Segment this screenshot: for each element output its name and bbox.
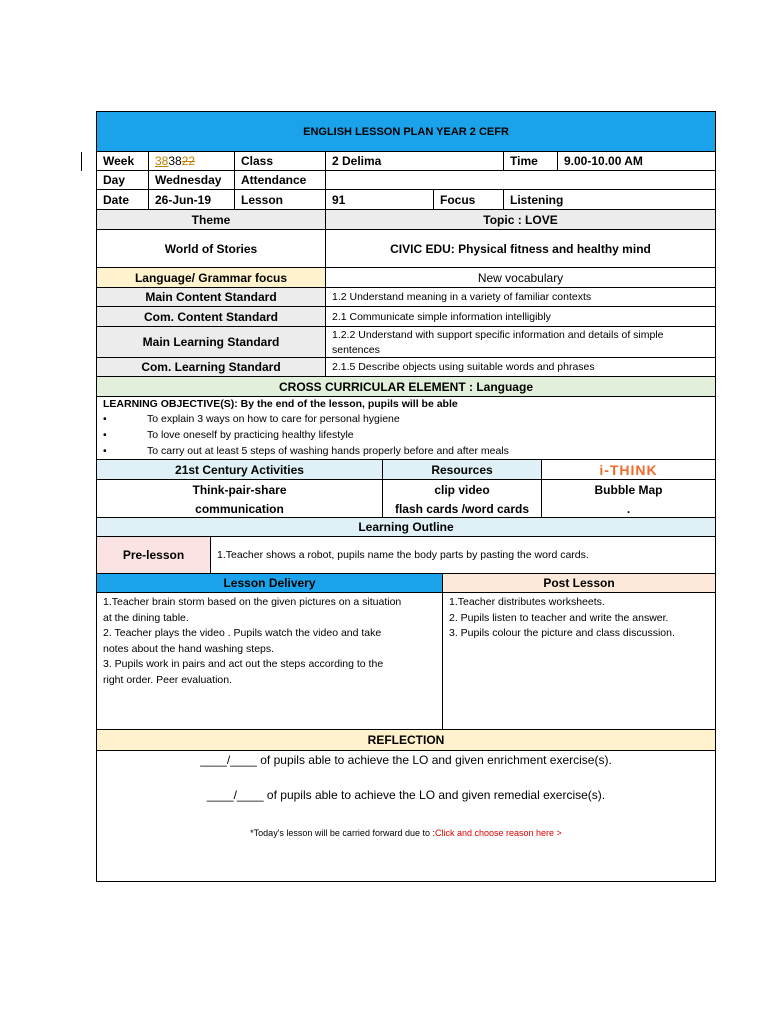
pre-lesson-text[interactable]: 1.Teacher shows a robot, pupils name the body parts by pasting the word cards. [211, 537, 715, 574]
delivery-line: notes about the hand washing steps. [103, 642, 275, 655]
delivery-content-row [97, 593, 715, 730]
c21-label: 21st Century Activities [97, 460, 383, 480]
focus-label: Focus [434, 190, 504, 210]
com-content-label: Com. Content Standard [97, 307, 326, 327]
day-label: Day [97, 171, 149, 190]
date-value[interactable]: 26-Jun-19 [149, 190, 235, 210]
post-lesson-text[interactable] [443, 593, 715, 730]
activities-header-row [97, 460, 715, 480]
delivery-text[interactable] [97, 593, 443, 730]
topic-value[interactable]: CIVIC EDU: Physical fitness and healthy mind [326, 230, 715, 268]
carry-forward-note [97, 828, 715, 838]
day-row [97, 171, 715, 190]
week-label: Week [97, 152, 149, 171]
attendance-value[interactable] [326, 171, 715, 190]
cross-curricular-row [97, 377, 715, 397]
objective-text: To love oneself by practicing healthy lifestyle [147, 429, 354, 441]
resource-item[interactable]: clip video [383, 480, 542, 500]
delivery-line: 2. Teacher plays the video . Pupils watch the video and take [103, 627, 382, 639]
com-content-row [97, 307, 715, 327]
main-content-row [97, 288, 715, 307]
vocab-label: New vocabulary [326, 268, 715, 288]
carry-forward-prefix: *Today's lesson will be carried forward due to : [250, 828, 435, 838]
ithink-item[interactable]: Bubble Map [594, 483, 663, 497]
lesson-plan-table [96, 111, 716, 882]
com-learning-label: Com. Learning Standard [97, 358, 326, 377]
pre-lesson-label: Pre-lesson [97, 537, 211, 574]
week-value[interactable] [149, 152, 235, 171]
learning-outline-label: Learning Outline [97, 518, 715, 537]
grammar-label: Language/ Grammar focus [97, 268, 326, 288]
bullet: • [103, 429, 107, 441]
bullet: • [103, 445, 107, 457]
class-label: Class [235, 152, 326, 171]
topic-label: Topic : LOVE [326, 210, 715, 230]
title-row [97, 112, 715, 152]
objective-text: To carry out at least 5 steps of washing hands properly before and after meals [147, 445, 509, 457]
ithink-logo [542, 460, 715, 480]
theme-value[interactable]: World of Stories [97, 230, 326, 268]
delivery-label: Lesson Delivery [97, 574, 443, 593]
reflection-enrichment-line[interactable]: ____/____ of pupils able to achieve the LO and given enrichment exercise(s). [200, 753, 612, 767]
attendance-label: Attendance [235, 171, 326, 190]
lesson-label: Lesson [235, 190, 326, 210]
delivery-line: right order. Peer evaluation. [103, 673, 232, 686]
pre-lesson-row [97, 537, 715, 574]
text-cursor [81, 152, 82, 171]
objective-text: To explain 3 ways on how to care for personal hygiene [147, 413, 400, 425]
resources-label: Resources [383, 460, 542, 480]
time-label: Time [504, 152, 558, 171]
objective-item [97, 427, 715, 443]
ithink-logo-text: i-THINK [599, 461, 658, 478]
learning-outline-row [97, 518, 715, 537]
grammar-vocab-row [97, 268, 715, 288]
main-learning-value[interactable]: 1.2.2 Understand with support specific information and details of simple sentences [326, 327, 715, 358]
date-label: Date [97, 190, 149, 210]
objective-item [97, 443, 715, 459]
learning-objectives [97, 397, 715, 460]
page-title: ENGLISH LESSON PLAN YEAR 2 CEFR [97, 112, 715, 152]
delivery-line: at the dining table. [103, 611, 189, 624]
lesson-value[interactable]: 91 [326, 190, 434, 210]
com-content-value[interactable]: 2.1 Communicate simple information intelligibly [326, 307, 715, 327]
class-value[interactable]: 2 Delima [326, 152, 504, 171]
c21-item[interactable]: communication [97, 500, 383, 518]
reflection-label: REFLECTION [97, 730, 715, 751]
week-value-c: 22 [181, 154, 196, 168]
activities-row [97, 500, 715, 518]
main-content-label: Main Content Standard [97, 288, 326, 307]
time-value[interactable]: 9.00-10.00 AM [558, 152, 715, 171]
date-row [97, 190, 715, 210]
week-value-b: 38 [168, 154, 182, 168]
objectives-heading: LEARNING OBJECTIVE(S): By the end of the lesson, pupils will be able [103, 398, 458, 410]
reflection-header-row [97, 730, 715, 751]
main-learning-label: Main Learning Standard [97, 327, 326, 358]
main-learning-row [97, 327, 715, 358]
com-learning-value[interactable]: 2.1.5 Describe objects using suitable words and phrases [326, 358, 715, 377]
delivery-line: 1.Teacher brain storm based on the given pictures on a situation [103, 596, 402, 608]
theme-topic-value-row [97, 230, 715, 268]
activities-row [97, 480, 715, 500]
bullet: • [103, 413, 107, 425]
reason-dropdown[interactable]: Click and choose reason here > [434, 828, 562, 838]
post-lesson-label: Post Lesson [443, 574, 715, 593]
post-lesson-line: 2. Pupils listen to teacher and write the answer. [449, 611, 669, 624]
main-content-value[interactable]: 1.2 Understand meaning in a variety of familiar contexts [326, 288, 715, 307]
day-value[interactable]: Wednesday [149, 171, 235, 190]
post-lesson-line: 3. Pupils colour the picture and class discussion. [449, 627, 675, 639]
c21-item[interactable]: Think-pair-share [97, 480, 383, 500]
delivery-header-row [97, 574, 715, 593]
delivery-line: 3. Pupils work in pairs and act out the steps according to the [103, 658, 384, 670]
focus-value[interactable]: Listening [504, 190, 715, 210]
theme-topic-header-row [97, 210, 715, 230]
reflection-remedial-line[interactable]: ____/____ of pupils able to achieve the LO and given remedial exercise(s). [206, 788, 606, 802]
resource-item[interactable]: flash cards /word cards [383, 500, 542, 518]
week-value-a: 38 [155, 154, 169, 168]
ithink-item[interactable]: . [542, 500, 715, 518]
objective-item [97, 411, 715, 427]
theme-label: Theme [97, 210, 326, 230]
post-lesson-line: 1.Teacher distributes worksheets. [449, 596, 605, 608]
week-row [97, 152, 715, 171]
cross-curricular-label: CROSS CURRICULAR ELEMENT : Language [97, 377, 715, 397]
com-learning-row [97, 358, 715, 377]
